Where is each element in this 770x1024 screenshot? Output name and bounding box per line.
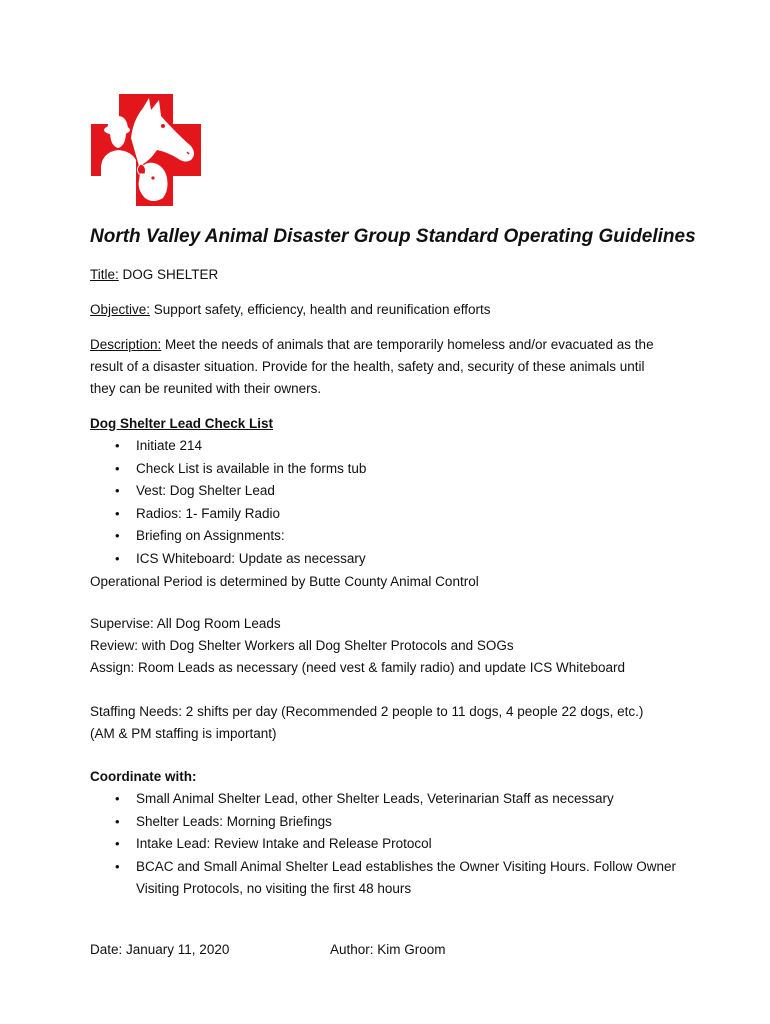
description-field <box>90 334 690 400</box>
title-label: Title: <box>90 267 119 282</box>
coordinate-list <box>90 788 690 878</box>
duties-section <box>90 613 690 679</box>
description-text-1: Meet the needs of animals that are temporarily homeless and/or evacuated as the <box>165 337 654 352</box>
footer-author: Author: Kim Groom <box>330 942 446 957</box>
list-item: • Initiate 214 <box>90 435 690 458</box>
description-line-2: result of a disaster situation. Provide for the health, safety and, security of these animals until <box>90 359 645 374</box>
list-item: • BCAC and Small Animal Shelter Lead establishes the Owner Visiting Hours. Follow Owner <box>90 856 690 879</box>
description-label: Description: <box>90 337 162 352</box>
list-item: • Check List is available in the forms tub <box>90 458 690 481</box>
assign-line: Assign: Room Leads as necessary (need vest & family radio) and update ICS Whiteboard <box>90 660 626 675</box>
staffing-section <box>90 701 690 745</box>
review-line: Review: with Dog Shelter Workers all Dog Shelter Protocols and SOGs <box>90 638 514 653</box>
document-title: North Valley Animal Disaster Group Standard Operating Guidelines <box>90 226 696 247</box>
coordinate-section <box>90 766 690 900</box>
staffing-line-1: Staffing Needs: 2 shifts per day (Recommended 2 people to 11 dogs, 4 people 22 dogs, etc.) <box>90 704 644 719</box>
checklist-heading: Dog Shelter Lead Check List <box>90 416 274 431</box>
north-valley-animal-disaster-group-logo <box>91 94 201 206</box>
list-item: • Intake Lead: Review Intake and Release Protocol <box>90 833 690 856</box>
operational-period: Operational Period is determined by Butte County Animal Control <box>90 573 479 589</box>
list-item: • Small Animal Shelter Lead, other Shelter Leads, Veterinarian Staff as necessary <box>90 788 690 811</box>
checklist-section <box>90 413 690 593</box>
objective-value: Support safety, efficiency, health and reunification efforts <box>153 302 491 317</box>
supervise-line: Supervise: All Dog Room Leads <box>90 616 281 631</box>
objective-label: Objective: <box>90 302 151 317</box>
staffing-line-2: (AM & PM staffing is important) <box>90 726 277 741</box>
list-item: • Briefing on Assignments: <box>90 525 690 548</box>
coordinate-continuation: Visiting Protocols, no visiting the first 48 hours <box>136 881 412 897</box>
description-line-1 <box>90 334 690 356</box>
list-item: • ICS Whiteboard: Update as necessary <box>90 548 690 571</box>
title-value: DOG SHELTER <box>122 267 219 282</box>
title-field <box>90 264 690 286</box>
footer-date: Date: January 11, 2020 <box>90 942 230 957</box>
objective-field <box>90 299 690 321</box>
description-line-3: they can be reunited with their owners. <box>90 381 322 396</box>
list-item: • Vest: Dog Shelter Lead <box>90 480 690 503</box>
checklist-list <box>90 435 690 571</box>
coordinate-heading: Coordinate with: <box>90 769 197 784</box>
list-item: • Radios: 1- Family Radio <box>90 503 690 526</box>
list-item: • Shelter Leads: Morning Briefings <box>90 811 690 834</box>
